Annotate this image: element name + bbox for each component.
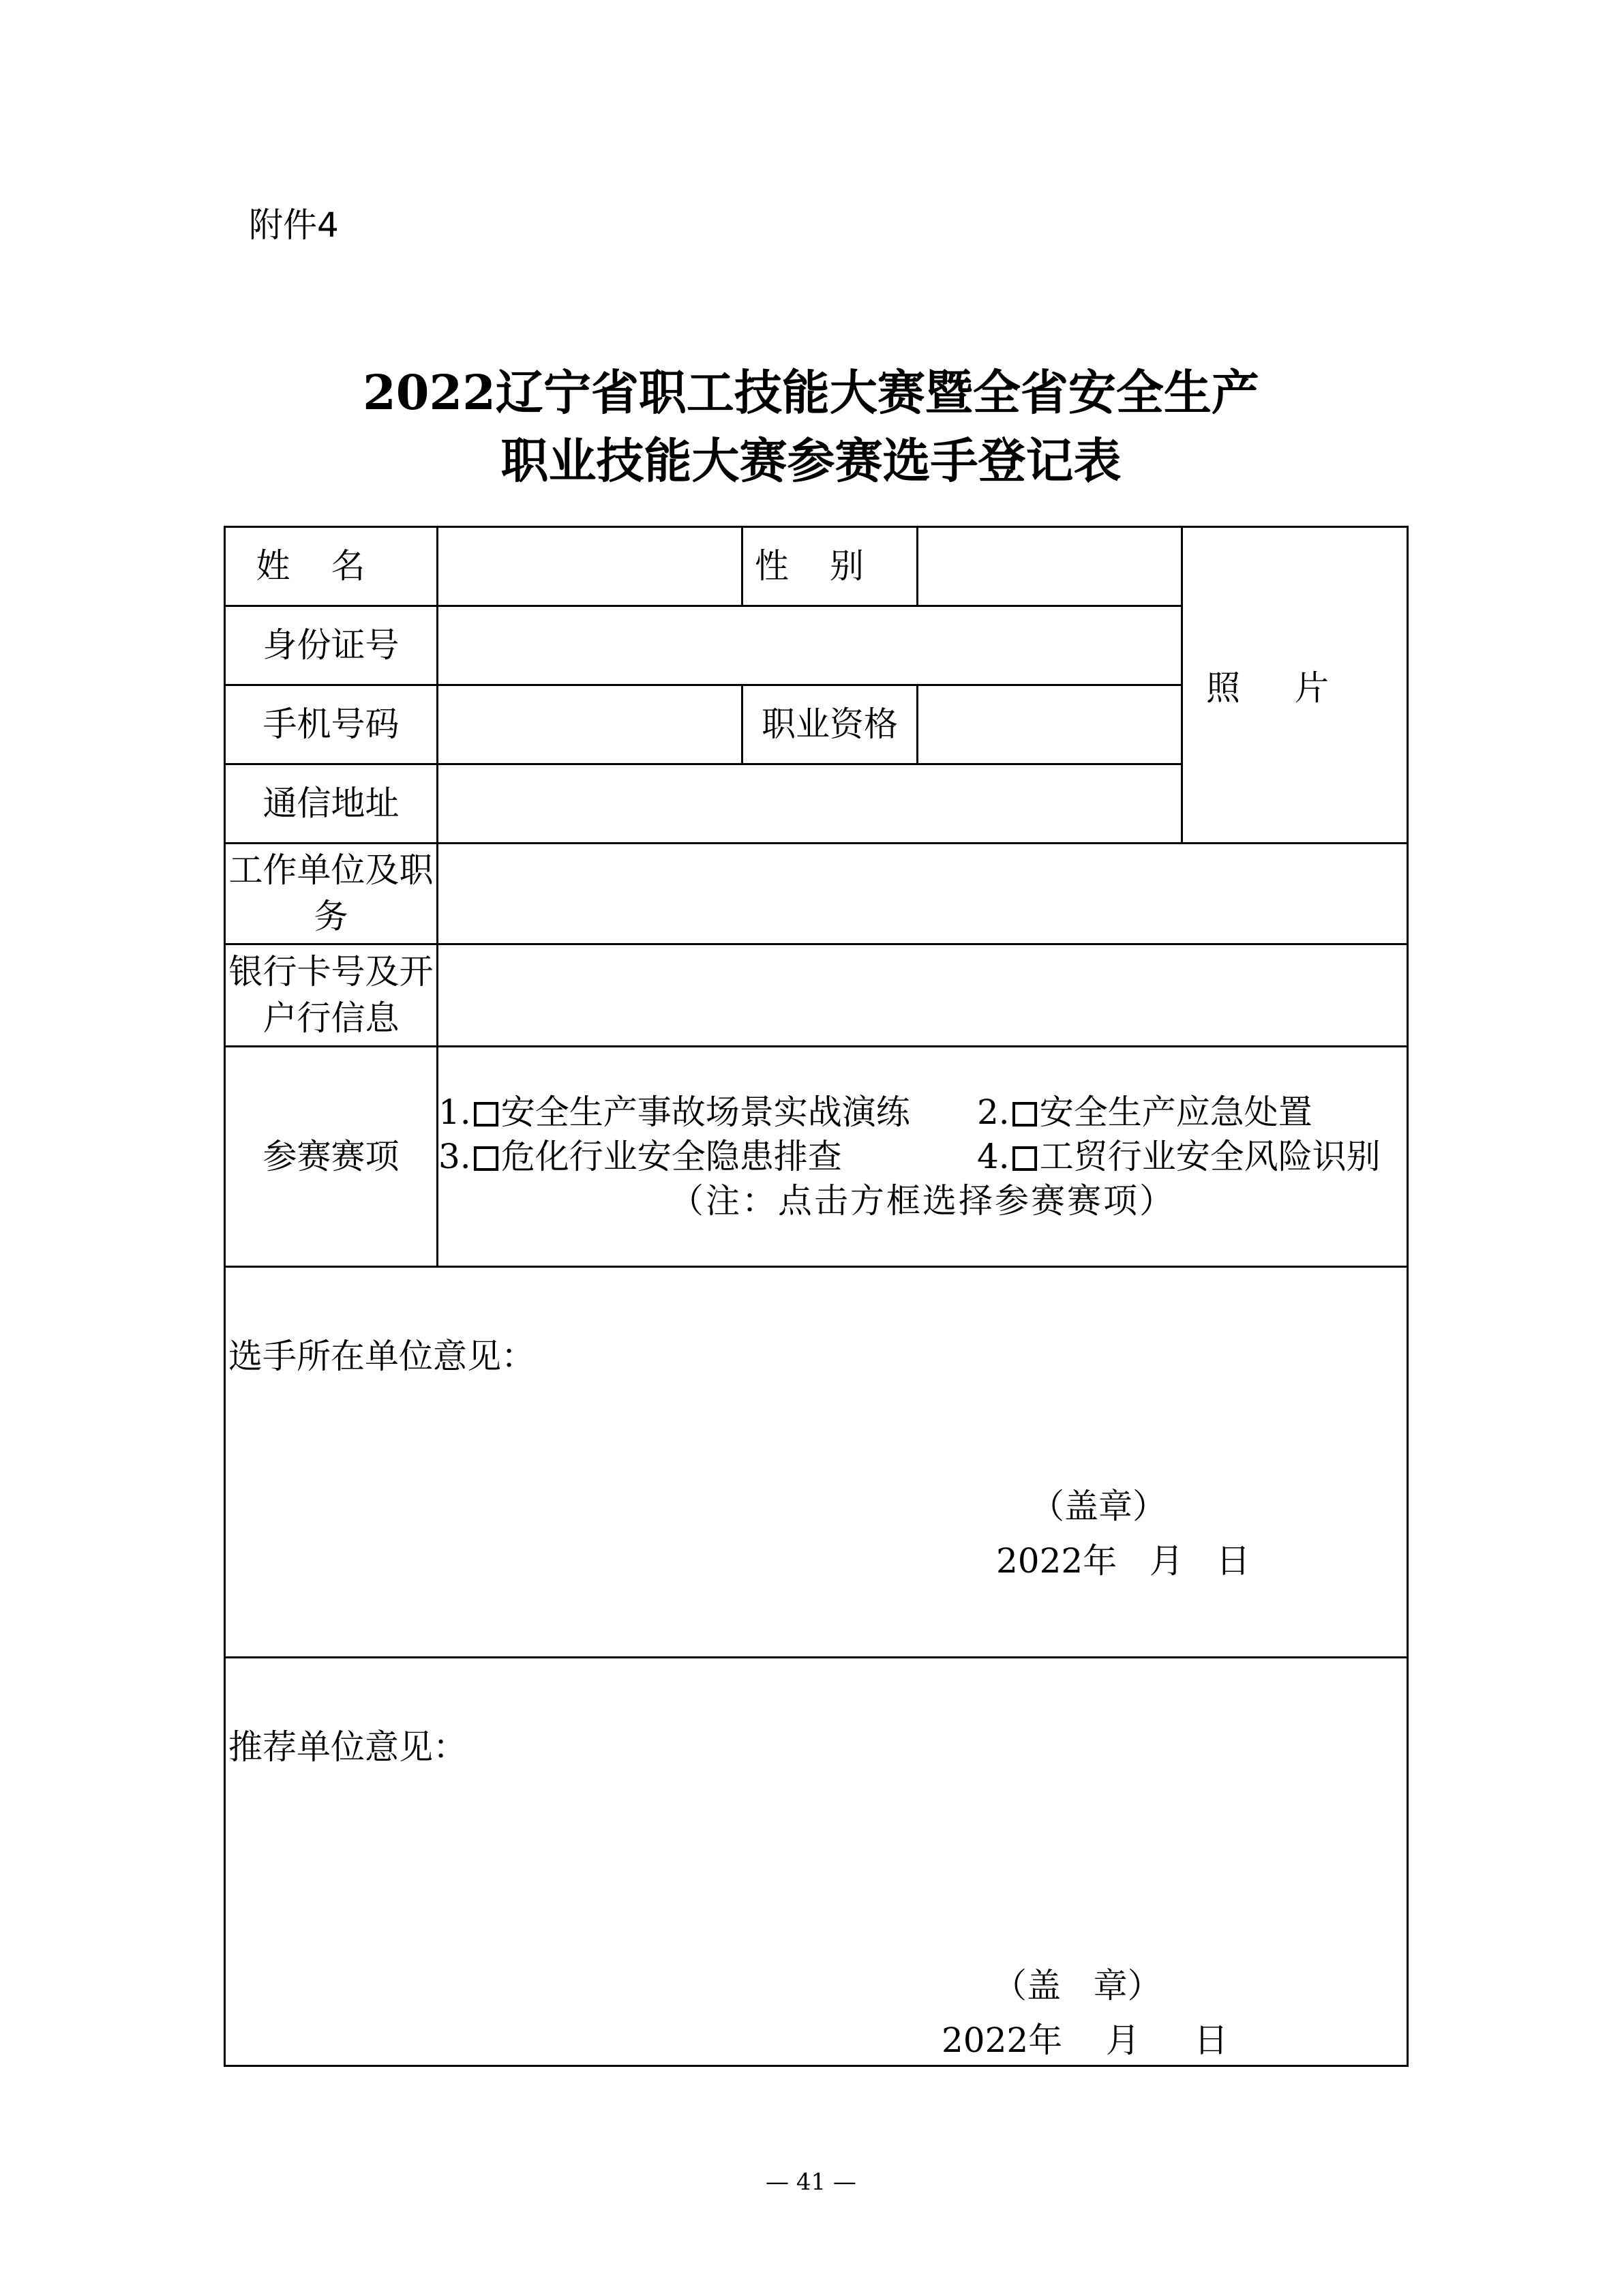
event-2-number: 2. <box>977 1092 1010 1132</box>
events-row-2 <box>438 1135 1407 1179</box>
event-2-label: 安全生产应急处置 <box>1039 1092 1312 1132</box>
event-option-4[interactable] <box>977 1135 1381 1179</box>
form-title-line1: 2022辽宁省职工技能大赛暨全省安全生产 <box>363 364 1259 421</box>
events-cell <box>438 1047 1408 1267</box>
address-label: 通信地址 <box>225 764 438 844</box>
recommend-date-line: 2022年 月 日 <box>942 2020 1229 2060</box>
event-option-3[interactable] <box>438 1135 977 1179</box>
registration-form-table <box>224 526 1409 2067</box>
events-label: 参赛赛项 <box>225 1047 438 1267</box>
id-input-cell[interactable] <box>438 606 1182 685</box>
event-4-number: 4. <box>977 1136 1010 1176</box>
phone-label: 手机号码 <box>225 685 438 764</box>
attachment-label: 附件4 <box>249 205 339 245</box>
event-2-checkbox[interactable] <box>1012 1102 1037 1127</box>
recommend-seal-label: （盖 章） <box>993 1965 1162 2006</box>
event-4-label: 工贸行业安全风险识别 <box>1039 1136 1381 1176</box>
id-label: 身份证号 <box>225 606 438 685</box>
address-input-cell[interactable] <box>438 764 1182 844</box>
unit-opinion-label: 选手所在单位意见： <box>228 1337 535 1377</box>
form-title-line2: 职业技能大赛参赛选手登记表 <box>500 432 1122 489</box>
phone-input-cell[interactable] <box>438 685 742 764</box>
gender-input-cell[interactable] <box>918 527 1182 606</box>
event-1-checkbox[interactable] <box>474 1102 498 1127</box>
event-option-1[interactable] <box>438 1090 977 1135</box>
qualification-label: 职业资格 <box>742 685 918 764</box>
event-option-2[interactable] <box>977 1090 1312 1135</box>
gender-label-cell <box>742 527 918 606</box>
name-label-cell <box>225 527 438 606</box>
qualification-input-cell[interactable] <box>918 685 1182 764</box>
recommend-opinion-label: 推荐单位意见： <box>228 1727 467 1767</box>
event-3-label: 危化行业安全隐患排查 <box>500 1136 842 1176</box>
event-4-checkbox[interactable] <box>1012 1146 1037 1171</box>
work-input-cell[interactable] <box>438 844 1408 944</box>
events-row-1 <box>438 1090 1407 1135</box>
event-1-label: 安全生产事故场景实战演练 <box>500 1092 910 1132</box>
name-label: 姓名 <box>256 546 406 586</box>
event-3-number: 3. <box>438 1136 471 1176</box>
bank-input-cell[interactable] <box>438 944 1408 1047</box>
recommend-opinion-cell[interactable] <box>225 1657 1408 2066</box>
events-note: （注：点击方框选择参赛赛项） <box>670 1180 1175 1221</box>
event-3-checkbox[interactable] <box>474 1146 498 1171</box>
gender-label: 性别 <box>755 546 905 586</box>
page-number: — 41 — <box>766 2168 856 2196</box>
unit-date-line: 2022年 月 日 <box>996 1541 1250 1581</box>
bank-label: 银行卡号及开户行信息 <box>225 944 438 1047</box>
photo-label: 照片 <box>1206 668 1383 708</box>
work-label: 工作单位及职务 <box>225 844 438 944</box>
unit-opinion-cell[interactable] <box>225 1267 1408 1657</box>
name-input-cell[interactable] <box>438 527 742 606</box>
event-1-number: 1. <box>438 1092 471 1132</box>
unit-seal-label: （盖章） <box>1030 1487 1167 1527</box>
photo-cell[interactable] <box>1182 527 1408 844</box>
